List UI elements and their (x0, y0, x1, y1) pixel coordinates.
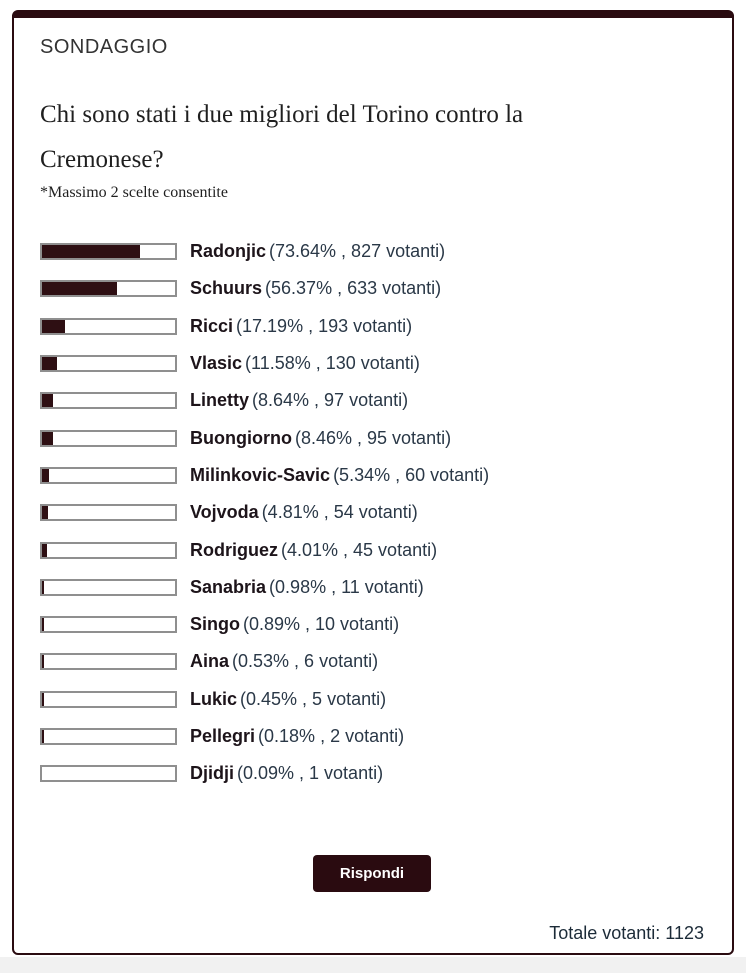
option-bar-track (40, 392, 177, 409)
poll-option-row[interactable] (40, 494, 704, 531)
option-bar-track (40, 579, 177, 596)
option-name: Ricci (190, 315, 234, 336)
total-voters (40, 923, 704, 944)
option-bar-fill (42, 730, 44, 743)
option-bar-fill (42, 655, 44, 668)
poll-option-row[interactable] (40, 531, 704, 568)
poll-option-row[interactable] (40, 345, 704, 382)
option-bar-track (40, 355, 177, 372)
option-name: Lukic (190, 688, 238, 709)
option-name: Sanabria (190, 576, 267, 597)
option-bar-track (40, 243, 177, 260)
option-bar-track (40, 653, 177, 670)
option-stats: (0.53% , 6 votanti) (232, 651, 379, 672)
option-bar-track (40, 728, 177, 745)
poll-option-row[interactable] (40, 233, 704, 270)
option-bar-track (40, 318, 177, 335)
poll-option-row[interactable] (40, 382, 704, 419)
option-bar-track (40, 430, 177, 447)
option-bar-fill (42, 282, 117, 295)
poll-actions (40, 855, 704, 892)
total-voters-label: Totale votanti: (549, 923, 661, 944)
option-name: Milinkovic-Savic (190, 464, 331, 485)
option-bar-track (40, 616, 177, 633)
option-name: Pellegri (190, 726, 256, 746)
option-bar-track (40, 691, 177, 708)
option-stats: (8.64% , 97 votanti) (252, 390, 409, 411)
option-bar-fill (42, 506, 48, 519)
option-name: Radonjic (190, 241, 267, 262)
option-bar-fill (42, 544, 47, 557)
option-stats: (0.18% , 2 votanti) (258, 726, 405, 746)
poll-option-row[interactable] (40, 569, 704, 606)
poll-option-row[interactable] (40, 270, 704, 307)
option-name: Aina (190, 651, 230, 672)
total-voters-value: 1123 (665, 923, 704, 944)
option-name: Rodriguez (190, 539, 278, 560)
option-bar-fill (42, 469, 49, 482)
option-bar-track (40, 280, 177, 297)
option-bar-fill (42, 320, 65, 333)
option-name: Linetty (190, 390, 250, 411)
option-stats: (0.09% , 1 votanti) (237, 763, 384, 784)
option-bar-track (40, 542, 177, 559)
poll-option-row[interactable] (40, 643, 704, 680)
option-bar-fill (42, 357, 57, 370)
option-stats: (11.58% , 130 votanti) (245, 353, 420, 374)
option-bar-fill (42, 432, 53, 445)
poll-option-row[interactable] (40, 419, 704, 456)
poll-note: *Massimo 2 scelte consentite (40, 184, 228, 201)
option-bar-track (40, 765, 177, 782)
option-bar-fill (42, 618, 44, 631)
poll-option-row[interactable] (40, 308, 704, 345)
option-name: Vlasic (190, 353, 243, 374)
option-bar-track (40, 467, 177, 484)
option-stats: (73.64% , 827 votanti) (269, 241, 446, 262)
poll-card (12, 10, 734, 955)
page-footer-strip (0, 957, 746, 973)
rispondi-button[interactable]: Rispondi (313, 855, 431, 892)
poll-option-row[interactable] (40, 755, 704, 792)
option-stats: (4.81% , 54 votanti) (261, 502, 418, 523)
option-name: Singo (190, 614, 240, 635)
option-stats: (0.98% , 11 votanti) (269, 576, 424, 597)
option-name: Djidji (190, 763, 234, 784)
option-stats: (8.46% , 95 votanti) (294, 427, 452, 448)
option-stats: (17.19% , 193 votanti) (236, 315, 413, 336)
poll-kicker: SONDAGGIO (40, 36, 168, 58)
option-bar-fill (42, 394, 53, 407)
option-bar-fill (42, 581, 44, 594)
poll-option-row[interactable] (40, 681, 704, 718)
option-name: Vojvoda (190, 502, 259, 523)
option-stats: (0.45% , 5 votanti) (240, 688, 387, 709)
option-bar-fill (42, 693, 44, 706)
poll-option-row[interactable] (40, 606, 704, 643)
option-stats: (56.37% , 633 votanti) (265, 278, 442, 299)
option-stats: (5.34% , 60 votanti) (333, 464, 490, 485)
option-name: Buongiorno (190, 427, 292, 448)
poll-option-row[interactable] (40, 718, 704, 755)
option-name: Schuurs (190, 278, 263, 299)
poll-question: Chi sono stati i due migliori del Torino contro la Cremonese? (40, 101, 524, 173)
option-stats: (4.01% , 45 votanti) (281, 539, 438, 560)
option-stats: (0.89% , 10 votanti) (243, 614, 400, 635)
poll-option-row[interactable] (40, 457, 704, 494)
poll-options-list (40, 233, 704, 792)
option-bar-track (40, 504, 177, 521)
option-bar-fill (42, 245, 140, 258)
